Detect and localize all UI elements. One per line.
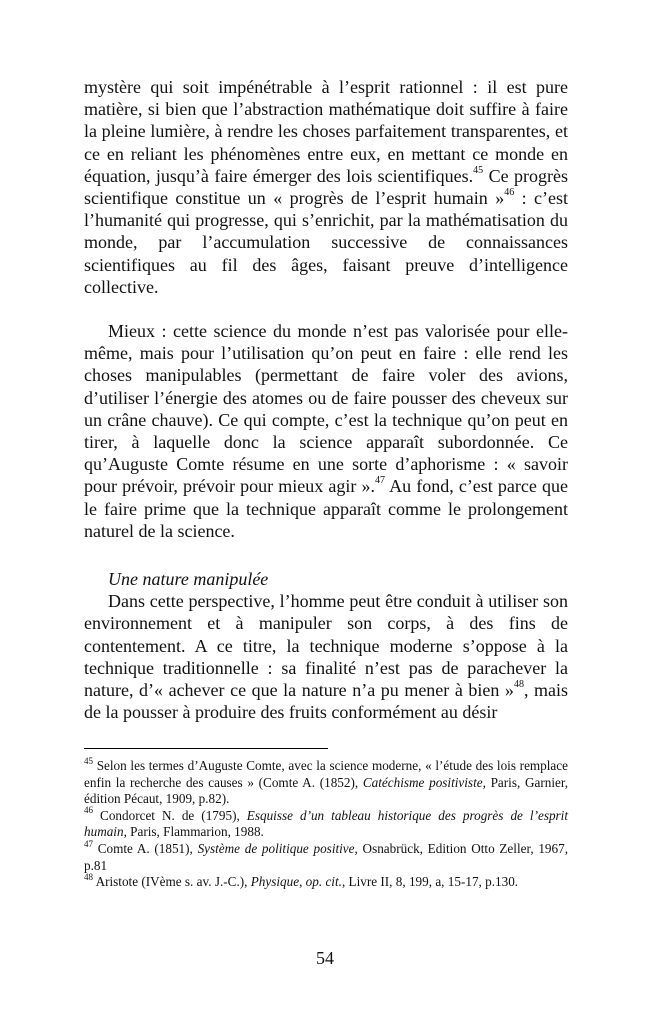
text-run: , Livre II, 8, 199, a, 15-17, p.130. xyxy=(341,874,519,890)
paragraph-3 xyxy=(84,590,568,723)
footnote-46 xyxy=(84,805,569,841)
text-run: : c’est l’humanité qui progresse, qui s’enrichit, par la mathématisation du monde, par l’accumulation successive de connaissances scientifiques au fil des âges, faisant preuve d’intelligence collective. xyxy=(84,188,569,297)
text-run: Dans cette perspective, l’homme peut être conduit à utiliser son environnement et à manipuler son corps, à des fins de contentement. A ce titre, la technique moderne s’oppose à la technique traditionnelle : sa finalité n’est pas de parachever la nature, d’« achever ce que la nature n’a pu mener à bien » xyxy=(84,591,568,701)
footnote-ref: 46 xyxy=(84,805,93,816)
text-run: Selon les termes d’Auguste Comte, avec la science moderne, « l’étude des lois remplace enfin la recherche des causes » (Comte A. (1852), xyxy=(84,758,568,790)
italic-text: op. cit. xyxy=(305,874,342,890)
text-run: Aristote (IVème s. av. J.-C.), xyxy=(93,874,251,890)
paragraph-2 xyxy=(84,320,568,542)
footnote-ref: 45 xyxy=(473,164,484,176)
text-run: Ce progrès scientifique constitue un « progrès de l’esprit humain » xyxy=(84,165,569,209)
footnote-45 xyxy=(84,755,569,808)
text-run: , mais de la pousser à produire des fruits conformément au désir xyxy=(84,680,568,723)
page-body xyxy=(84,76,568,723)
footnote-separator xyxy=(84,748,328,749)
footnotes xyxy=(84,755,569,891)
text-run: Au fond, c’est parce que le faire prime que la technique apparaît comme le prolongement naturel de la science. xyxy=(84,476,569,541)
italic-text: Système de politique positive xyxy=(197,840,355,856)
footnote-ref: 47 xyxy=(374,475,385,487)
footnote-ref: 47 xyxy=(84,838,93,849)
text-run: , Osnabrück, Edition Otto Zeller, 1967, p.81 xyxy=(84,840,569,873)
italic-text: Physique xyxy=(250,874,300,890)
text-run: mystère qui soit impénétrable à l’esprit rationnel : il est pure matière, si bien que l’abstraction mathématique doit suffire à faire la pleine lumière, à rendre les choses parfaitement transparentes, et ce en reliant les phénomènes entre eux, en mettant ce monde en équation, jusqu’à faire émerger des lois scientifiques. xyxy=(84,77,568,186)
text-run: , xyxy=(299,874,306,890)
text-run: Comte A. (1851), xyxy=(93,840,198,856)
text-run: , Paris, Garnier, édition Pécaut, 1909, p.82). xyxy=(84,774,569,807)
text-run: Condorcet N. de (1795), xyxy=(93,807,247,823)
footnote-ref: 45 xyxy=(84,755,93,766)
footnote-ref: 48 xyxy=(84,871,93,882)
italic-text: Esquisse d’un tableau historique des progrès de l’esprit humain xyxy=(84,807,569,840)
section-heading: Une nature manipulée xyxy=(108,569,269,590)
footnote-ref: 46 xyxy=(504,187,515,199)
footnote-48 xyxy=(84,871,568,891)
italic-text: Catéchisme positiviste xyxy=(362,774,483,790)
paragraph-1 xyxy=(84,76,568,298)
page-number: 54 xyxy=(316,948,334,968)
footnote-ref: 48 xyxy=(513,679,524,691)
text-run: , Paris, Flammarion, 1988. xyxy=(123,824,264,840)
footnote-47 xyxy=(84,838,569,874)
text-run: Mieux : cette science du monde n’est pas valorisée pour elle-même, mais pour l’utilisation qu’on peut en faire : elle rend les choses manipulables (permettant de faire voler des avions, d’utiliser l’énergie des atomes ou de faire pousser des cheveux sur un crâne chauve). Ce qui compte, c’est la technique qu’on peut en tirer, à laquelle donc la science apparaît subordonnée. Ce qu’Auguste Comte résume en une sorte d’aphorisme : « savoir pour prévoir, prévoir pour mieux agir ». xyxy=(84,321,568,497)
